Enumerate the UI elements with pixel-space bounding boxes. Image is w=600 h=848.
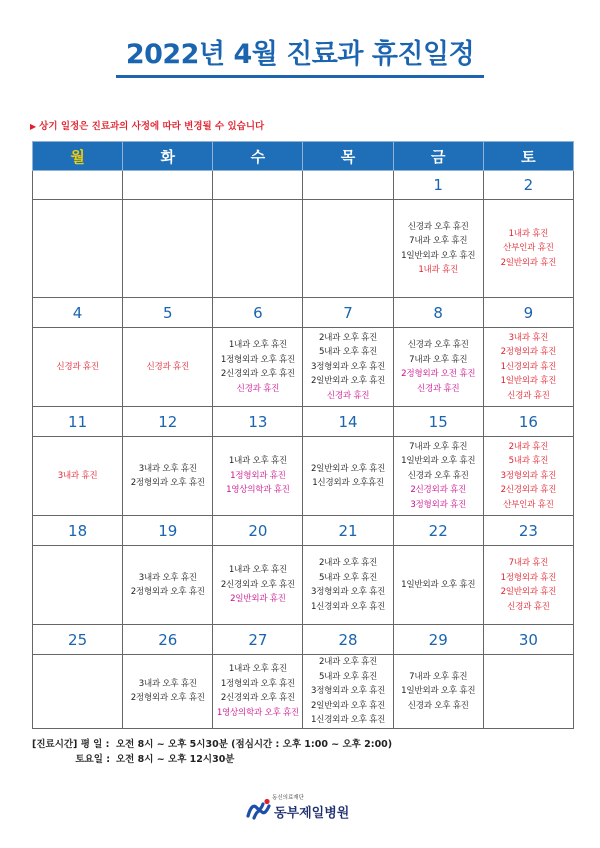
weekday-hours-value: 오전 8시 ~ 오후 5시30분 (점심시간 : 오후 1:00 ~ 오후 2:00) [116, 739, 393, 750]
closure-note: 2정형외과 오후 휴진 [130, 478, 205, 488]
saturday-hours-value: 오전 8시 ~ 오후 12시30분 [116, 754, 235, 765]
closure-note: 3정형외과 오후 휴진 [311, 686, 386, 696]
date-cell: 18 [33, 516, 123, 546]
closure-note: 2내과 오후 휴진 [319, 657, 378, 667]
closure-note: 2신경외과 오후 휴진 [220, 579, 295, 590]
calendar-table [32, 141, 574, 729]
notice-text: 상기 일정은 진료과의 사정에 따라 변경될 수 있습니다 [39, 121, 265, 132]
week-1-notes [33, 200, 574, 298]
closure-note: 1일반외과 오후 휴진 [401, 456, 476, 467]
schedule-cell [123, 200, 213, 298]
date-cell: 6 [213, 298, 303, 328]
closure-note: 신경과 휴진 [56, 361, 99, 372]
closure-note: 7내과 오후 휴진 [409, 354, 468, 365]
hospital-logo [246, 793, 366, 833]
closure-note: 3정형외과 오후 휴진 [311, 361, 386, 372]
date-cell: 20 [213, 516, 303, 546]
closure-note: 1내과 오후 휴진 [228, 664, 287, 675]
closure-note: 신경과 휴진 [236, 383, 280, 394]
closure-note: 5내과 오후 휴진 [319, 671, 378, 682]
page-title: 2022년 4월 진료과 휴진일정 [125, 39, 475, 70]
schedule-cell [33, 546, 123, 625]
hospital-logo-icon [246, 798, 272, 820]
date-cell: 11 [33, 407, 123, 437]
schedule-notice [30, 118, 264, 132]
closure-note: 1일반외과 오후 휴진 [401, 579, 476, 590]
schedule-cell [303, 546, 393, 625]
date-cell: 13 [213, 407, 303, 437]
schedule-cell [393, 546, 483, 625]
closure-note: 1내과 오후 휴진 [228, 565, 287, 576]
closure-note: 2내과 휴진 [508, 441, 549, 452]
weekday-sat: 토 [483, 142, 573, 171]
week-1-dates [33, 171, 574, 200]
closure-note: 2일반외과 오후 휴진 [311, 463, 386, 474]
date-cell: 25 [33, 625, 123, 655]
date-cell: 23 [483, 516, 573, 546]
clinic-hours [32, 737, 392, 767]
weekday-tue: 화 [123, 142, 213, 171]
date-cell: 28 [303, 625, 393, 655]
date-cell [213, 171, 303, 200]
week-4-notes [33, 546, 574, 625]
closure-note: 2일반외과 휴진 [500, 257, 557, 268]
date-cell: 5 [123, 298, 213, 328]
closure-note: 신경과 휴진 [507, 390, 550, 401]
weekday-hours-label: [진료시간] 평 일 : [32, 739, 110, 750]
closure-note: 5내과 오후 휴진 [319, 572, 378, 583]
date-cell: 21 [303, 516, 393, 546]
closure-note: 2신경외과 오후 휴진 [220, 693, 295, 704]
schedule-cell [303, 328, 393, 407]
week-5-dates [33, 625, 574, 655]
weekday-mon: 월 [33, 142, 123, 171]
schedule-cell [483, 200, 573, 298]
closure-note: 3정형외과 휴진 [410, 499, 466, 510]
date-cell: 2 [483, 171, 573, 200]
schedule-cell [33, 437, 123, 516]
weekday-header [33, 142, 574, 171]
closure-note: 2정형외과 오후 휴진 [130, 693, 205, 704]
schedule-cell [483, 437, 573, 516]
closure-note: 1일반외과 오후 휴진 [401, 686, 476, 696]
closure-note: 2일반외과 오후 휴진 [311, 700, 386, 711]
closure-note: 2정형외과 오전 휴진 [401, 369, 476, 379]
weekday-thu: 목 [303, 142, 393, 171]
date-cell: 12 [123, 407, 213, 437]
date-cell: 1 [393, 171, 483, 200]
logo-name: 동부제일병원 [274, 806, 350, 821]
closure-note: 신경과 휴진 [416, 383, 460, 394]
closure-note: 신경과 휴진 [507, 601, 550, 612]
weekday-hours [32, 737, 392, 752]
closure-note: 2일반외과 휴진 [230, 594, 286, 605]
schedule-cell [33, 655, 123, 729]
weekday-fri: 금 [393, 142, 483, 171]
closure-note: 2정형외과 오후 휴진 [130, 587, 205, 597]
schedule-cell [483, 546, 573, 625]
schedule-cell [483, 655, 573, 729]
date-cell: 9 [483, 298, 573, 328]
date-cell: 7 [303, 298, 393, 328]
closure-note: 7내과 오후 휴진 [409, 671, 468, 682]
closure-note: 1정형외과 휴진 [500, 572, 557, 583]
schedule-cell [213, 328, 303, 407]
schedule-cell [123, 328, 213, 407]
closure-note: 신경과 휴진 [326, 390, 370, 401]
closure-note: 3내과 휴진 [57, 470, 98, 481]
closure-note: 신경과 오후 휴진 [407, 470, 469, 481]
date-cell [303, 171, 393, 200]
closure-note: 5내과 휴진 [508, 456, 549, 467]
week-4-dates [33, 516, 574, 546]
closure-note: 2일반외과 오후 휴진 [311, 376, 386, 387]
date-cell: 19 [123, 516, 213, 546]
date-cell: 4 [33, 298, 123, 328]
schedule-cell [33, 200, 123, 298]
schedule-cell [483, 328, 573, 407]
schedule-cell [213, 655, 303, 729]
triangle-right-icon: ▶ [30, 122, 37, 131]
closure-note: 2내과 오후 휴진 [319, 332, 378, 343]
schedule-cell [393, 437, 483, 516]
logo-subtitle: 동신의료재단 [272, 795, 304, 801]
date-cell [123, 171, 213, 200]
week-2-dates [33, 298, 574, 328]
weekday-wed: 수 [213, 142, 303, 171]
schedule-cell [393, 328, 483, 407]
schedule-cell [303, 655, 393, 729]
date-cell: 16 [483, 407, 573, 437]
closure-note: 1신경외과 오후 휴진 [311, 601, 386, 612]
closure-note: 2신경외과 휴진 [410, 485, 466, 496]
closure-note: 1신경외과 오후휴진 [312, 478, 384, 488]
closure-note: 산부인과 휴진 [503, 499, 554, 510]
saturday-hours [32, 752, 392, 767]
closure-note: 1일반외과 휴진 [500, 376, 557, 387]
date-cell: 26 [123, 625, 213, 655]
closure-note: 5내과 오후 휴진 [319, 347, 378, 358]
closure-note: 1정형외과 오후 휴진 [220, 354, 295, 365]
closure-note: 1영상의학과 휴진 [226, 485, 290, 496]
closure-note: 2일반외과 휴진 [500, 587, 557, 597]
schedule-cell [123, 546, 213, 625]
closure-note: 1정형외과 오후 휴진 [220, 678, 295, 689]
schedule-cell [303, 200, 393, 298]
closure-note: 1내과 오후 휴진 [228, 456, 287, 467]
closure-note: 3내과 오후 휴진 [138, 463, 197, 474]
closure-note: 3정형외과 오후 휴진 [311, 587, 386, 597]
closure-note: 1일반외과 오후 휴진 [401, 250, 476, 261]
date-cell: 27 [213, 625, 303, 655]
schedule-cell [123, 437, 213, 516]
closure-note: 1신경외과 휴진 [500, 361, 557, 372]
closure-note: 2정형외과 휴진 [500, 347, 557, 358]
saturday-hours-label: 토요일 : [75, 754, 110, 765]
closure-note: 산부인과 휴진 [503, 243, 554, 254]
closure-note: 1신경외과 오후 휴진 [311, 715, 386, 725]
closure-note: 3내과 휴진 [508, 332, 549, 343]
date-cell: 8 [393, 298, 483, 328]
week-3-notes [33, 437, 574, 516]
closure-note: 2신경외과 휴진 [500, 485, 557, 496]
schedule-cell [393, 200, 483, 298]
date-cell: 30 [483, 625, 573, 655]
week-5-notes [33, 655, 574, 729]
closure-note: 신경과 휴진 [146, 361, 189, 372]
schedule-cell [123, 655, 213, 729]
closure-note: 3내과 오후 휴진 [138, 572, 197, 583]
week-2-notes [33, 328, 574, 407]
closure-note: 3정형외과 휴진 [500, 470, 557, 481]
closure-note: 2신경외과 오후 휴진 [220, 369, 295, 379]
closure-note: 신경과 오후 휴진 [407, 700, 469, 711]
date-cell [33, 171, 123, 200]
closure-note: 1내과 휴진 [508, 228, 549, 239]
schedule-cell [33, 328, 123, 407]
closure-note: 3내과 오후 휴진 [138, 678, 197, 689]
closure-note: 1내과 오후 휴진 [228, 340, 287, 350]
closure-note: 1영상의학과 오후 휴진 [216, 707, 299, 718]
closure-note: 7내과 휴진 [508, 558, 549, 568]
date-cell: 15 [393, 407, 483, 437]
schedule-cell [393, 655, 483, 729]
schedule-cell [213, 200, 303, 298]
date-cell: 29 [393, 625, 483, 655]
date-cell: 22 [393, 516, 483, 546]
closure-note: 신경과 오후 휴진 [407, 221, 469, 232]
schedule-cell [213, 546, 303, 625]
closure-note: 1정형외과 휴진 [230, 470, 286, 481]
closure-note: 신경과 오후 휴진 [407, 340, 469, 350]
closure-note: 7내과 오후 휴진 [409, 441, 468, 452]
closure-note: 1내과 휴진 [418, 265, 458, 275]
closure-note: 7내과 오후 휴진 [409, 236, 468, 246]
schedule-cell [303, 437, 393, 516]
closure-note: 2내과 오후 휴진 [319, 558, 378, 568]
title-underline [116, 75, 484, 78]
schedule-cell [213, 437, 303, 516]
date-cell: 14 [303, 407, 393, 437]
week-3-dates [33, 407, 574, 437]
